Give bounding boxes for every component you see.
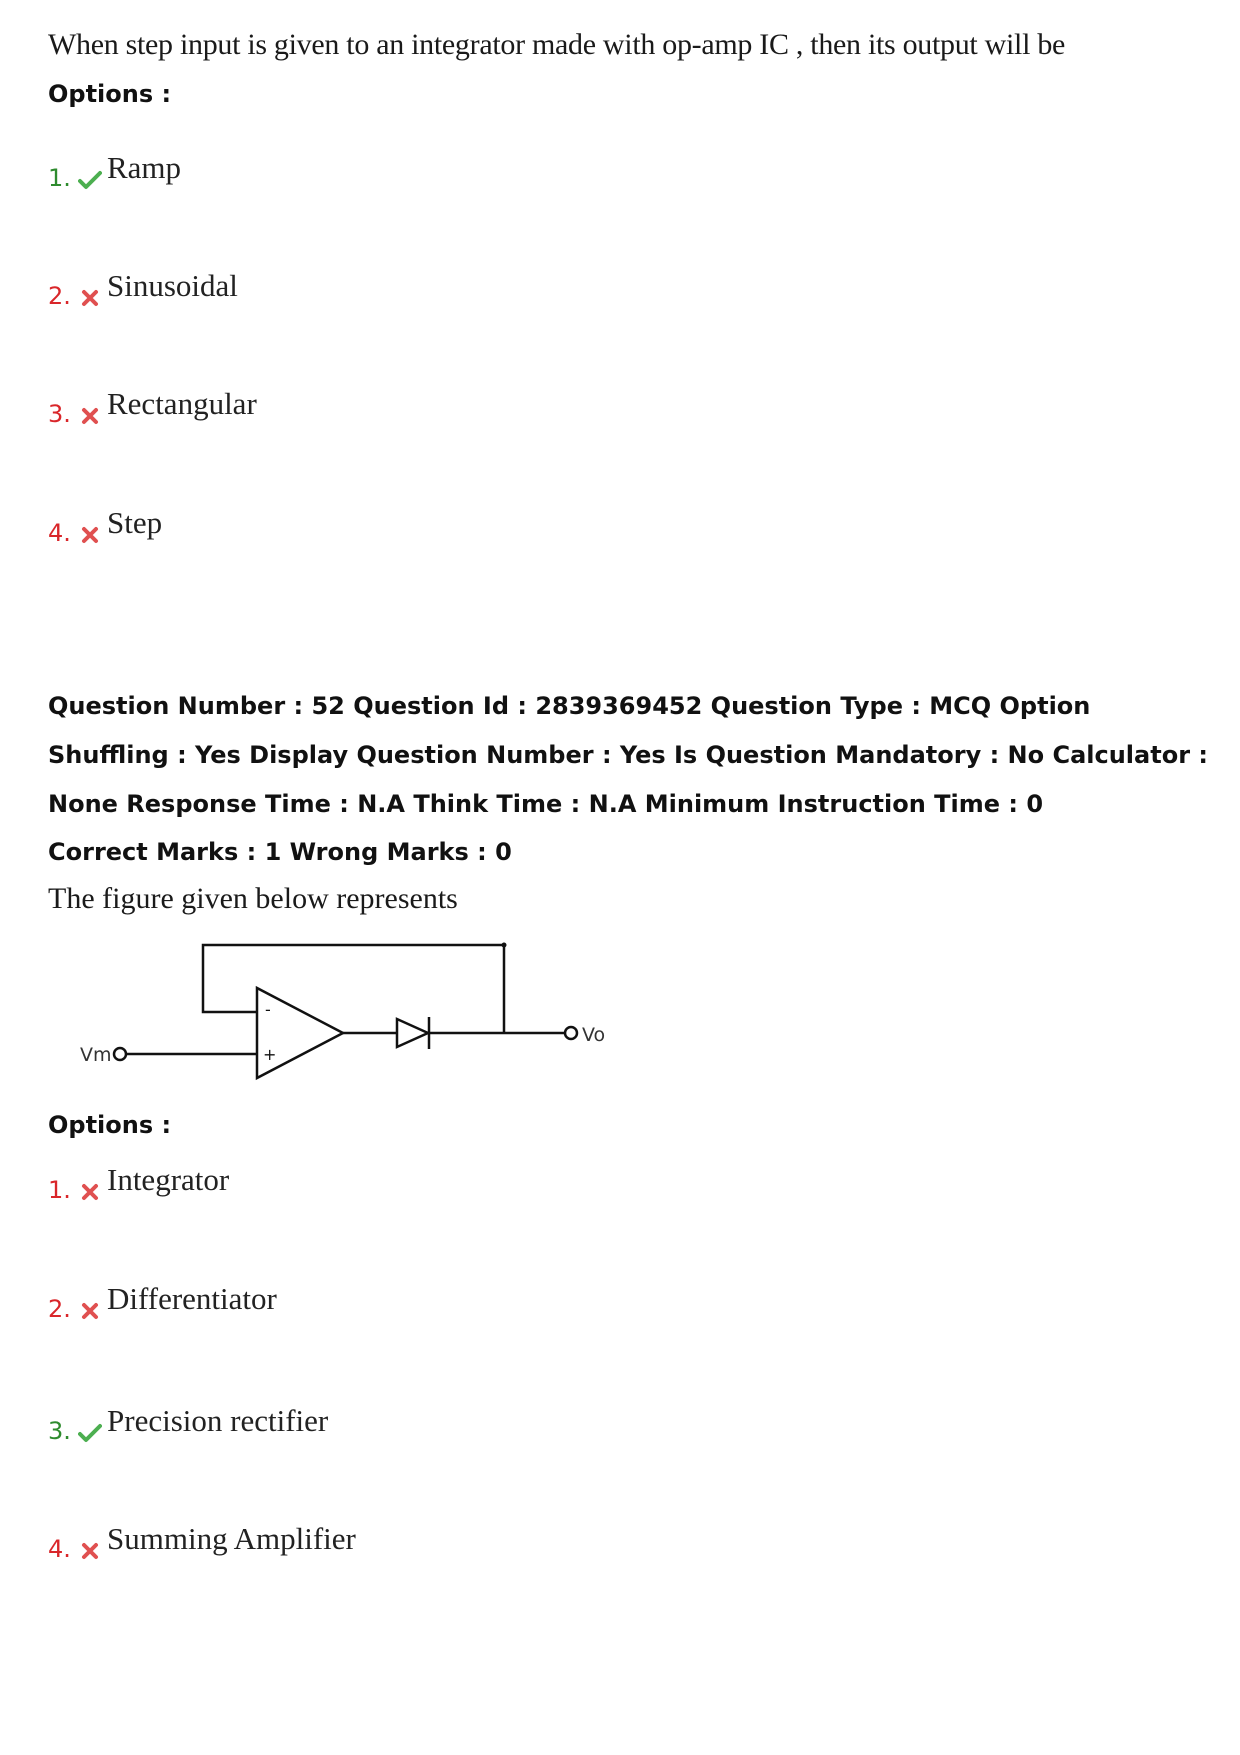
cross-icon (78, 525, 102, 545)
option-number: 2. (48, 1295, 71, 1323)
output-label: Vo (582, 1024, 606, 1046)
precision-rectifier-circuit (70, 935, 630, 1095)
option-number: 1. (48, 164, 71, 192)
option-1[interactable] (48, 1162, 748, 1212)
output-terminal (565, 1027, 577, 1039)
question-text: When step input is given to an integrator made with op-amp IC , then its output will be (48, 28, 1066, 61)
option-number: 3. (48, 1417, 71, 1445)
option-text: Step (107, 505, 163, 540)
cross-icon (78, 1541, 102, 1561)
option-3[interactable] (48, 386, 748, 436)
question-meta: Question Number : 52 Question Id : 2839369452 Question Type : MCQ Option Shuffling : Yes Display Question Number : Yes Is Question Mandatory : No Calculator : None Response Time : N.A Think Time : N.A Minimum Instruction Time : 0 (48, 692, 1208, 818)
option-2[interactable] (48, 1281, 748, 1331)
question-text: The figure given below represents (48, 882, 458, 915)
option-number: 4. (48, 519, 71, 547)
input-label: Vm (80, 1044, 112, 1066)
option-4[interactable] (48, 1521, 748, 1571)
diode-symbol (397, 1019, 428, 1047)
options-label: Options : (48, 1111, 172, 1139)
option-text: Integrator (107, 1162, 230, 1197)
minus-sign: - (265, 1000, 271, 1019)
junction-dot (502, 943, 507, 948)
option-number: 3. (48, 400, 71, 428)
option-number: 1. (48, 1176, 71, 1204)
plus-sign: + (263, 1045, 277, 1064)
option-3[interactable] (48, 1403, 748, 1453)
option-text: Differentiator (107, 1281, 277, 1316)
cross-icon (78, 406, 102, 426)
option-number: 2. (48, 282, 71, 310)
check-icon (78, 170, 102, 190)
option-text: Sinusoidal (107, 268, 238, 303)
options-label: Options : (48, 80, 172, 108)
feedback-wire (203, 945, 504, 1033)
option-text: Ramp (107, 150, 182, 185)
check-icon (78, 1423, 102, 1443)
cross-icon (78, 1301, 102, 1321)
marks-info: Correct Marks : 1 Wrong Marks : 0 (48, 838, 512, 866)
input-terminal (114, 1048, 126, 1060)
option-2[interactable] (48, 268, 748, 318)
option-text: Summing Amplifier (107, 1521, 356, 1556)
option-text: Rectangular (107, 386, 257, 421)
option-number: 4. (48, 1535, 71, 1563)
option-4[interactable] (48, 505, 748, 555)
cross-icon (78, 1182, 102, 1202)
cross-icon (78, 288, 102, 308)
option-text: Precision rectifier (107, 1403, 329, 1438)
option-1[interactable] (48, 150, 748, 200)
